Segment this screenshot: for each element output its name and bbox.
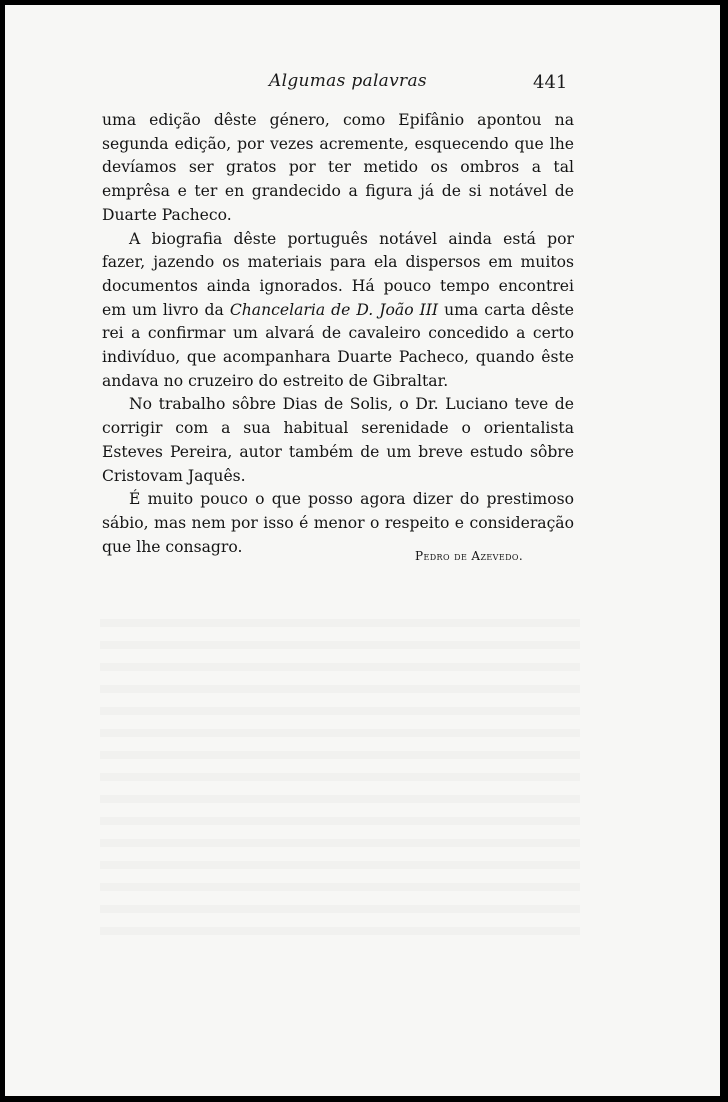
text-line: ser gratos por ter metido os ombros a tal emprêsa e ter en [102,158,574,201]
italic-title: Chancelaria de D. João III [229,300,439,319]
page-number: 441 [533,72,568,93]
book-page [5,5,720,1096]
text-line: edição, por vezes acremente, esquecendo que lhe devíamos [102,134,574,177]
paragraph-biography [102,228,574,394]
bleed-through-texture [100,605,580,935]
running-head [5,71,720,95]
text-line: grandecido a figura já de si notável de Duarte Pacheco. [102,182,574,224]
text-line: uma edição dêste género, como Epifânio apontou na segunda [102,111,574,153]
paragraph-continued [102,109,574,228]
author-signature: Pedro de Azevedo. [415,549,524,563]
paragraph-text: uma carta dêste rei a confirmar um alvará de cavaleiro concedido a certo indivíduo, que acompanhara Duarte Pacheco, quando êste andava no cruzeiro do estreito de Gibraltar. [102,300,574,390]
paragraph-text: É muito pouco o que posso agora dizer do prestimoso sábio, mas nem por isso é menor o respeito e consideração que lhe consagro. [102,490,574,556]
running-title: Algumas palavras [269,71,427,91]
paragraph-dias-de-solis [102,393,574,488]
body-text [102,109,574,559]
paragraph-text: No trabalho sôbre Dias de Solis, o Dr. Luciano teve de corrigir com a sua habitual serenidade o orientalista Esteves Pereira, autor também de um breve estudo sôbre Cristovam Jaquês. [102,395,574,485]
paragraph-text: A biografia dêste português notável ainda está por fazer, jazendo os materiais para ela dispersos em muitos documentos ainda ignorados. Há pouco tempo encontrei em um livro da [102,229,574,319]
